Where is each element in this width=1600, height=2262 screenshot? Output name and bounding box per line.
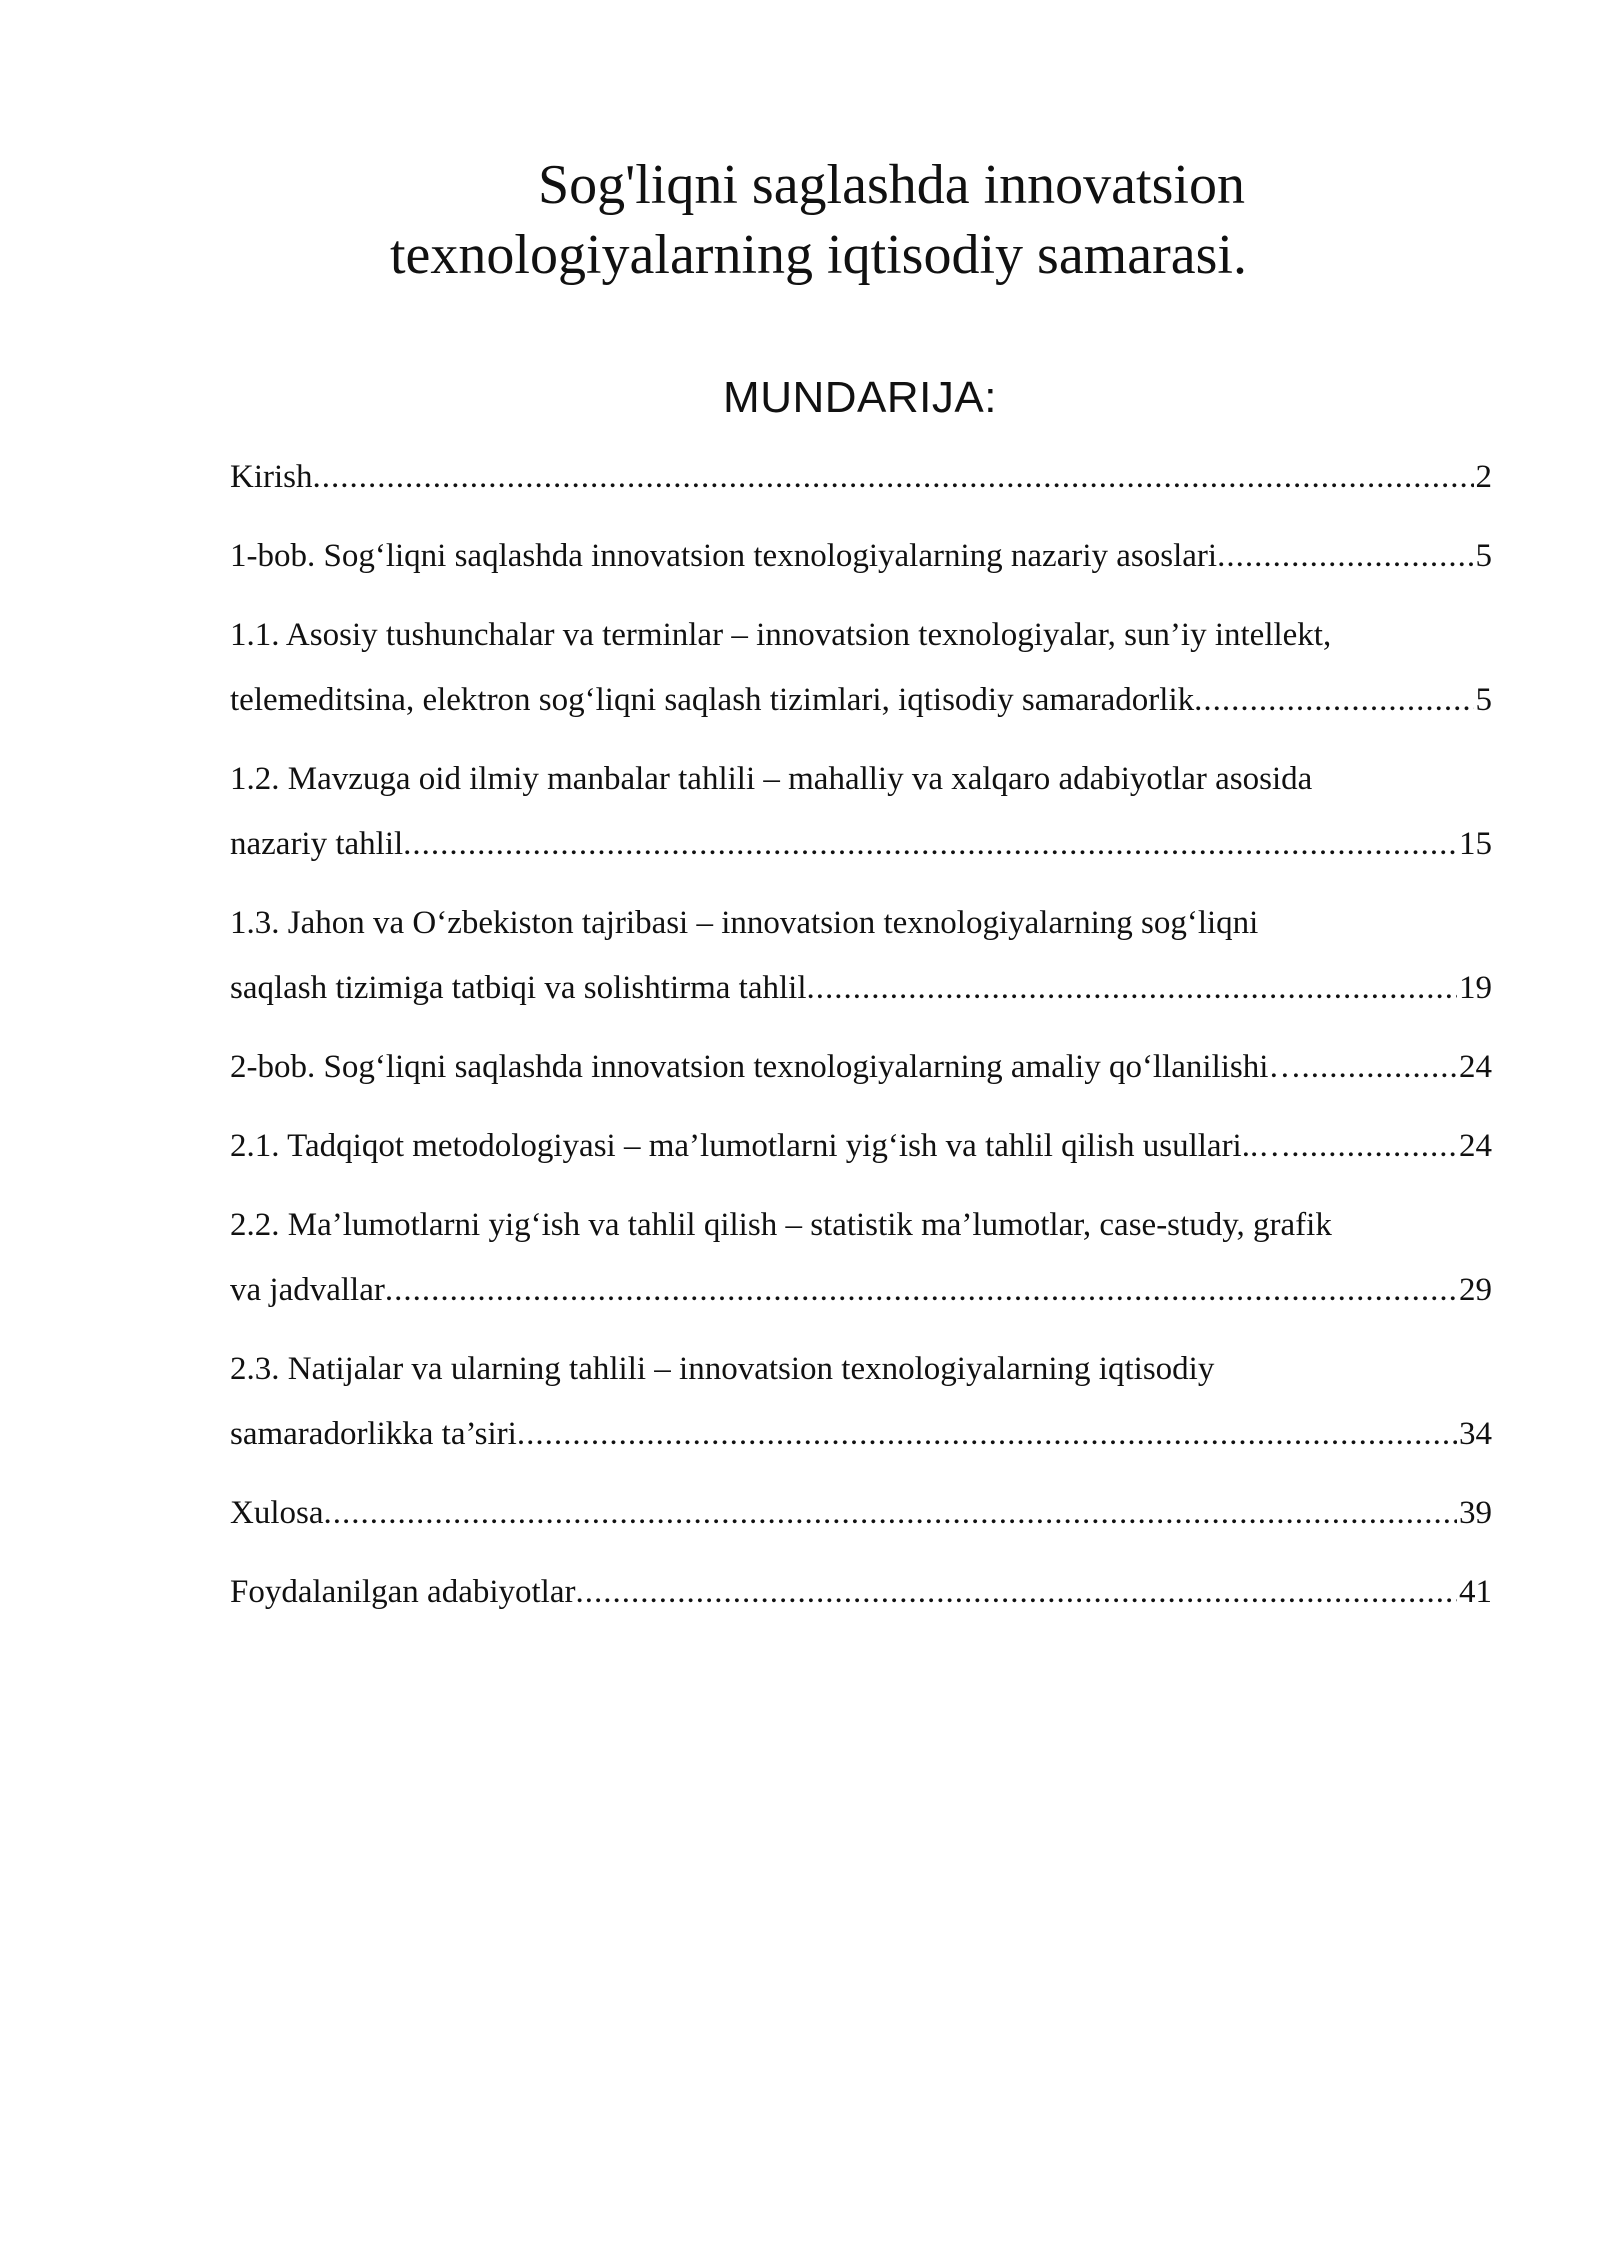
toc-entry-line xyxy=(230,524,1492,589)
toc-entry xyxy=(230,1193,1492,1323)
toc-dot-leader xyxy=(385,1258,1457,1323)
toc-entry-page-number: 39 xyxy=(1459,1495,1492,1531)
toc-entry xyxy=(230,524,1492,589)
toc-dot-leader xyxy=(324,1481,1458,1546)
toc-entry xyxy=(230,1114,1492,1179)
document-title xyxy=(390,150,1310,290)
toc-entry-first-line: 1.2. Mavzuga oid ilmiy manbalar tahlili – mahalliy va xalqaro adabiyotlar asosida xyxy=(230,761,1313,797)
toc-entry-label: va jadvallar xyxy=(230,1272,385,1308)
toc-entry xyxy=(230,747,1492,877)
toc-entry-page-number: 5 xyxy=(1475,538,1492,574)
toc-entry-label: Foydalanilgan adabiyotlar xyxy=(230,1574,576,1610)
toc-dot-leader xyxy=(1194,668,1473,733)
toc-entry-page-number: 29 xyxy=(1459,1272,1492,1308)
toc-entry-line xyxy=(230,1560,1492,1625)
toc-entry-line xyxy=(230,1402,1492,1467)
toc-entry-first-line: 2.2. Ma’lumotlarni yig‘ish va tahlil qilish – statistik ma’lumotlar, case-study, grafik xyxy=(230,1207,1332,1243)
toc-dot-leader xyxy=(1301,1035,1457,1100)
toc-entry-label: samaradorlikka ta’siri xyxy=(230,1416,517,1452)
toc-dot-leader xyxy=(1291,1114,1457,1179)
toc-entry-label: nazariy tahlil xyxy=(230,826,404,862)
toc-dot-leader xyxy=(313,445,1474,510)
toc-entry-line xyxy=(230,812,1492,877)
toc-entry-first-line: 1.1. Asosiy tushunchalar va terminlar – innovatsion texnologiyalar, sun’iy intellekt, xyxy=(230,617,1332,653)
toc-entry xyxy=(230,445,1492,510)
toc-entry xyxy=(230,1481,1492,1546)
toc-dot-leader xyxy=(403,812,1457,877)
toc-entry-line xyxy=(230,1035,1492,1100)
toc-entry-label: 2.1. Tadqiqot metodologiyasi – ma’lumotlarni yig‘ish va tahlil qilish usullari..… xyxy=(230,1128,1292,1164)
toc-entry-line xyxy=(230,445,1492,510)
toc-entry xyxy=(230,1560,1492,1625)
toc-entry xyxy=(230,1337,1492,1467)
toc-entry-line xyxy=(230,1258,1492,1323)
toc-entry-page-number: 15 xyxy=(1459,826,1492,862)
toc-entry-page-number: 41 xyxy=(1459,1574,1492,1610)
toc-dot-leader xyxy=(1217,524,1473,589)
toc-entry-label: telemeditsina, elektron sog‘liqni saqlash tizimlari, iqtisodiy samaradorlik xyxy=(230,682,1195,718)
toc-entry-page-number: 24 xyxy=(1459,1128,1492,1164)
toc-entry-line xyxy=(230,668,1492,733)
toc-entry-page-number: 19 xyxy=(1459,970,1492,1006)
toc-heading: MUNDARIJA: xyxy=(723,373,997,422)
toc-entry xyxy=(230,603,1492,733)
toc-entry-label: saqlash tizimiga tatbiqi va solishtirma tahlil xyxy=(230,970,807,1006)
toc-entry-label: Xulosa xyxy=(230,1495,324,1531)
toc-entry-page-number: 5 xyxy=(1475,682,1492,718)
document-title-line-1: Sog'liqni saglashda innovatsion xyxy=(538,154,1245,216)
toc-entry-first-line: 2.3. Natijalar va ularning tahlili – innovatsion texnologiyalarning iqtisodiy xyxy=(230,1351,1215,1387)
toc-entry-line xyxy=(230,956,1492,1021)
toc-entry-label: 1-bob. Sog‘liqni saqlashda innovatsion texnologiyalarning nazariy asoslari xyxy=(230,538,1218,574)
toc-entry-line xyxy=(230,1481,1492,1546)
toc-dot-leader xyxy=(576,1560,1458,1625)
toc-entry-line xyxy=(230,1114,1492,1179)
toc-entry-label: 2-bob. Sog‘liqni saqlashda innovatsion texnologiyalarning amaliy qo‘llanilishi… xyxy=(230,1049,1302,1085)
toc-entry-page-number: 2 xyxy=(1475,459,1492,495)
toc-entry xyxy=(230,891,1492,1021)
toc-entry-label: Kirish xyxy=(230,459,313,495)
toc-entry-page-number: 34 xyxy=(1459,1416,1492,1452)
table-of-contents xyxy=(230,445,1492,1639)
toc-entry-first-line: 1.3. Jahon va O‘zbekiston tajribasi – innovatsion texnologiyalarning sog‘liqni xyxy=(230,905,1259,941)
toc-dot-leader xyxy=(517,1402,1457,1467)
document-title-line-2: texnologiyalarning iqtisodiy samarasi. xyxy=(390,224,1247,286)
toc-entry-page-number: 24 xyxy=(1459,1049,1492,1085)
toc-dot-leader xyxy=(807,956,1458,1021)
toc-entry xyxy=(230,1035,1492,1100)
